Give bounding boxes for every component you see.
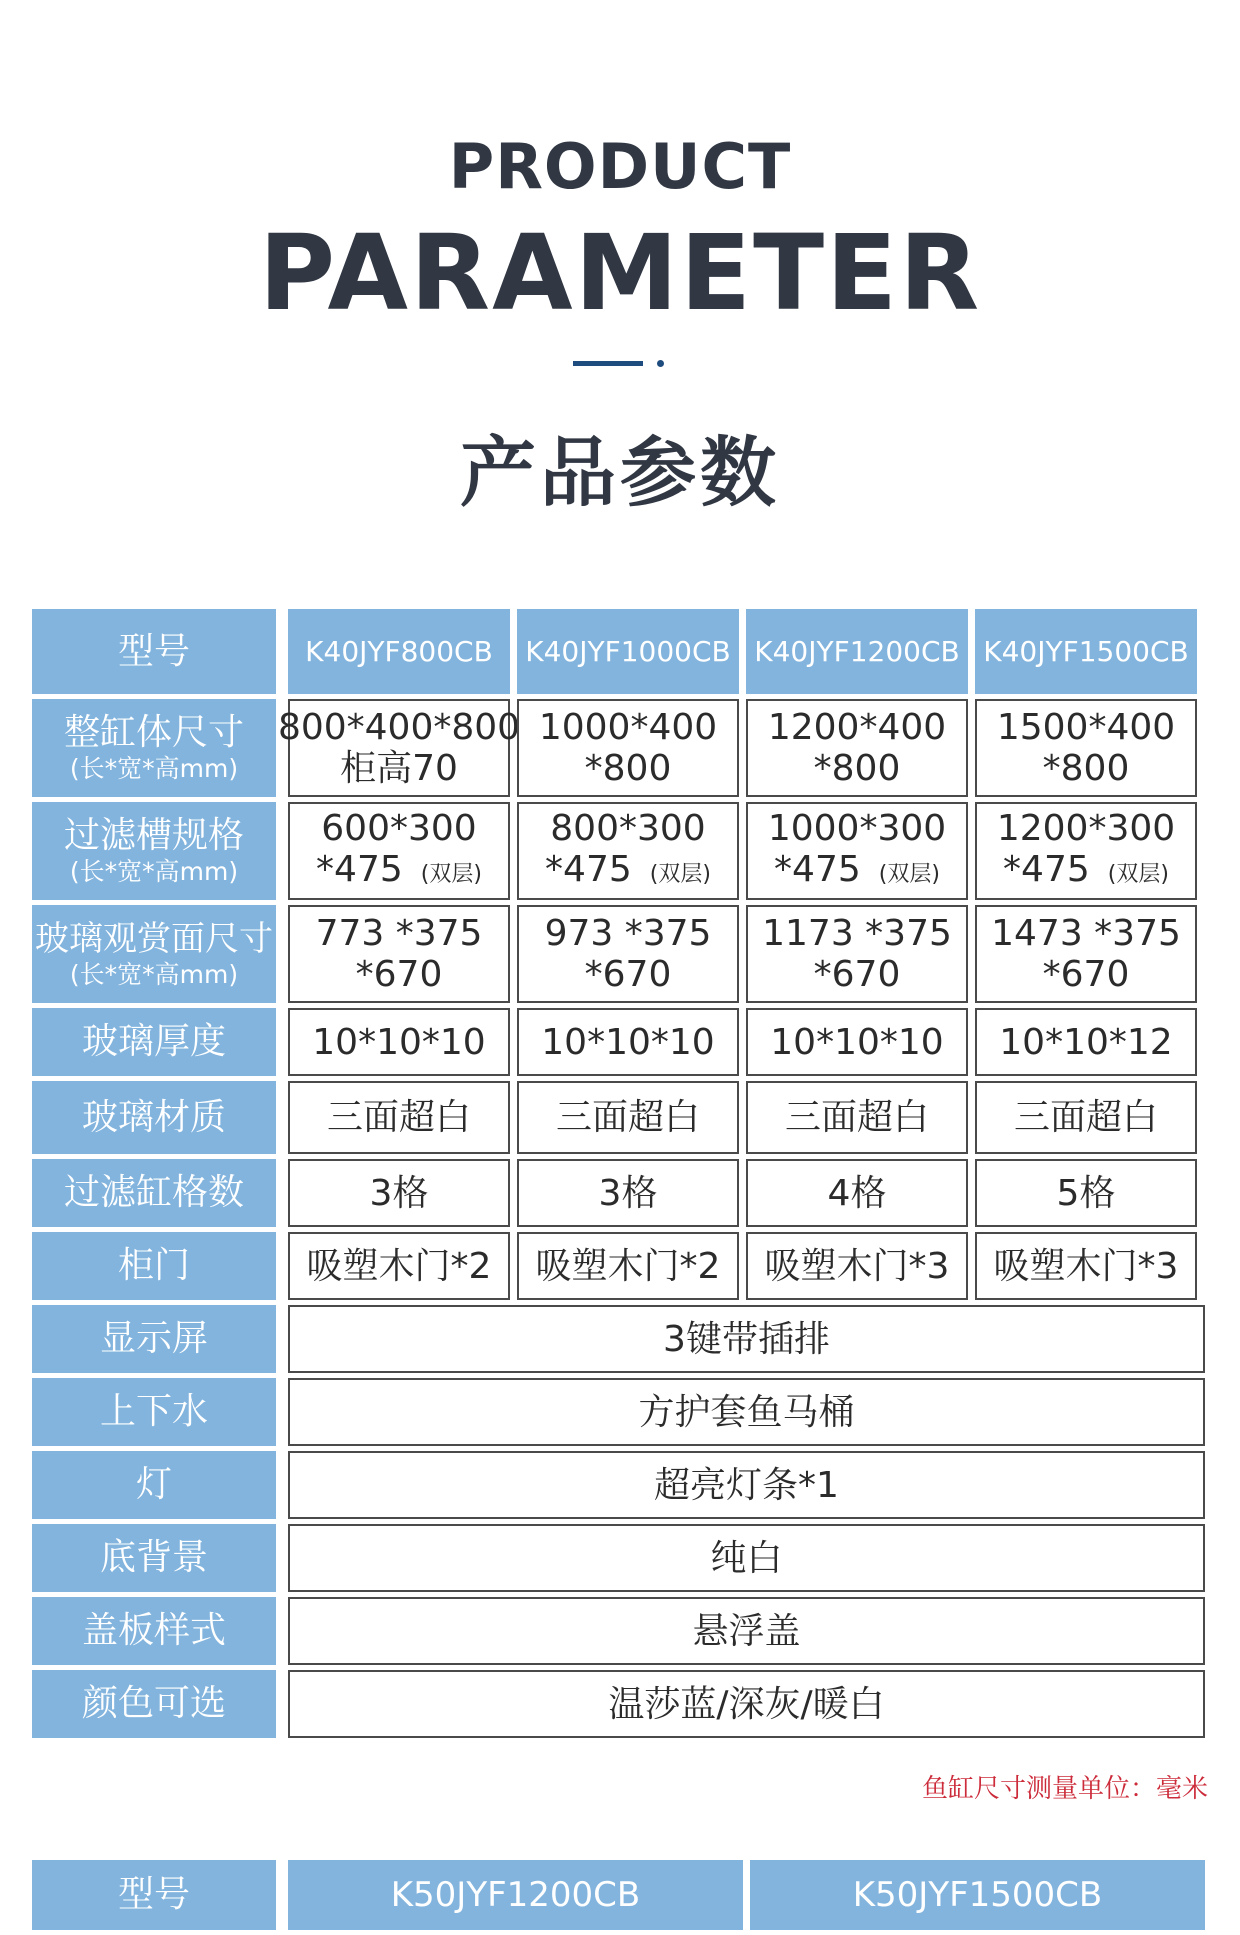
model-header: K40JYF1500CB — [975, 609, 1197, 694]
row-label: 玻璃材质 — [32, 1081, 276, 1154]
table-cell: 600*300 *475 (双层) — [288, 802, 510, 900]
row-label: 玻璃厚度 — [32, 1008, 276, 1076]
table-row — [32, 802, 1210, 900]
parameter-table-2 — [32, 1860, 1210, 1935]
table-row — [32, 1159, 1210, 1227]
table-row — [32, 1232, 1210, 1300]
table-cell: 1000*400 *800 — [517, 699, 739, 797]
row-label: 过滤槽规格 (长*宽*高mm) — [32, 802, 276, 900]
table-row — [32, 699, 1210, 797]
table-row — [32, 1008, 1210, 1076]
table-cell: 5格 — [975, 1159, 1197, 1227]
table-cell: 10*10*12 — [975, 1008, 1197, 1076]
table-cell: 3键带插排 — [288, 1305, 1205, 1373]
table-cell: 973 *375 *670 — [517, 905, 739, 1003]
model-header: K50JYF1200CB — [288, 1860, 743, 1930]
row-label: 玻璃观赏面尺寸 (长*宽*高mm) — [32, 905, 276, 1003]
row-label: 过滤缸格数 — [32, 1159, 276, 1227]
title-divider-dot — [657, 360, 664, 367]
table-cell: 纯白 — [288, 1524, 1205, 1592]
table-cell: 吸塑木门*3 — [975, 1232, 1197, 1300]
table-cell: 3格 — [288, 1159, 510, 1227]
table-cell: 800*400*800 柜高70 — [288, 699, 510, 797]
table-cell: 吸塑木门*3 — [746, 1232, 968, 1300]
table-cell: 三面超白 — [746, 1081, 968, 1154]
row-label: 上下水 — [32, 1378, 276, 1446]
table-cell: 1473 *375 *670 — [975, 905, 1197, 1003]
table-row — [32, 1378, 1210, 1446]
model-header: K40JYF800CB — [288, 609, 510, 694]
table-cell: 三面超白 — [288, 1081, 510, 1154]
table-row — [32, 905, 1210, 1003]
model-header: K50JYF1500CB — [750, 1860, 1205, 1930]
table-cell: 1000*300 *475 (双层) — [746, 802, 968, 900]
row-label: 柜门 — [32, 1232, 276, 1300]
table-row — [32, 1081, 1210, 1154]
row-label: 盖板样式 — [32, 1597, 276, 1665]
table-cell: 方护套鱼马桶 — [288, 1378, 1205, 1446]
model-header: K40JYF1000CB — [517, 609, 739, 694]
table-cell: 1200*400 *800 — [746, 699, 968, 797]
table-row — [32, 1597, 1210, 1665]
table-row — [32, 1670, 1210, 1738]
title-parameter: PARAMETER — [258, 212, 982, 334]
table-cell: 1173 *375 *670 — [746, 905, 968, 1003]
model-header: K40JYF1200CB — [746, 609, 968, 694]
table-row — [32, 1305, 1210, 1373]
table-cell: 773 *375 *670 — [288, 905, 510, 1003]
table-cell: 800*300 *475 (双层) — [517, 802, 739, 900]
table-row — [32, 1524, 1210, 1592]
table-cell: 三面超白 — [517, 1081, 739, 1154]
unit-note: 鱼缸尺寸测量单位：毫米 — [921, 1774, 1208, 1804]
table-row — [32, 1451, 1210, 1519]
table-cell: 温莎蓝/深灰/暖白 — [288, 1670, 1205, 1738]
table-cell: 10*10*10 — [746, 1008, 968, 1076]
title-divider-line — [573, 361, 643, 366]
row-label-model: 型号 — [32, 1860, 276, 1930]
row-label: 显示屏 — [32, 1305, 276, 1373]
row-label: 整缸体尺寸 (长*宽*高mm) — [32, 699, 276, 797]
table-header-row — [32, 609, 1210, 694]
row-label-model: 型号 — [32, 609, 276, 694]
table-cell: 吸塑木门*2 — [288, 1232, 510, 1300]
title-chinese: 产品参数 — [460, 428, 780, 517]
table-cell: 10*10*10 — [288, 1008, 510, 1076]
table-cell: 1500*400 *800 — [975, 699, 1197, 797]
parameter-table — [32, 609, 1210, 1743]
table-cell: 4格 — [746, 1159, 968, 1227]
table-cell: 悬浮盖 — [288, 1597, 1205, 1665]
row-label: 灯 — [32, 1451, 276, 1519]
table-cell: 3格 — [517, 1159, 739, 1227]
table-cell: 1200*300 *475 (双层) — [975, 802, 1197, 900]
row-label: 颜色可选 — [32, 1670, 276, 1738]
table-cell: 吸塑木门*2 — [517, 1232, 739, 1300]
table-cell: 超亮灯条*1 — [288, 1451, 1205, 1519]
table-cell: 三面超白 — [975, 1081, 1197, 1154]
row-label: 底背景 — [32, 1524, 276, 1592]
title-product: PRODUCT — [448, 130, 792, 203]
table-cell: 10*10*10 — [517, 1008, 739, 1076]
